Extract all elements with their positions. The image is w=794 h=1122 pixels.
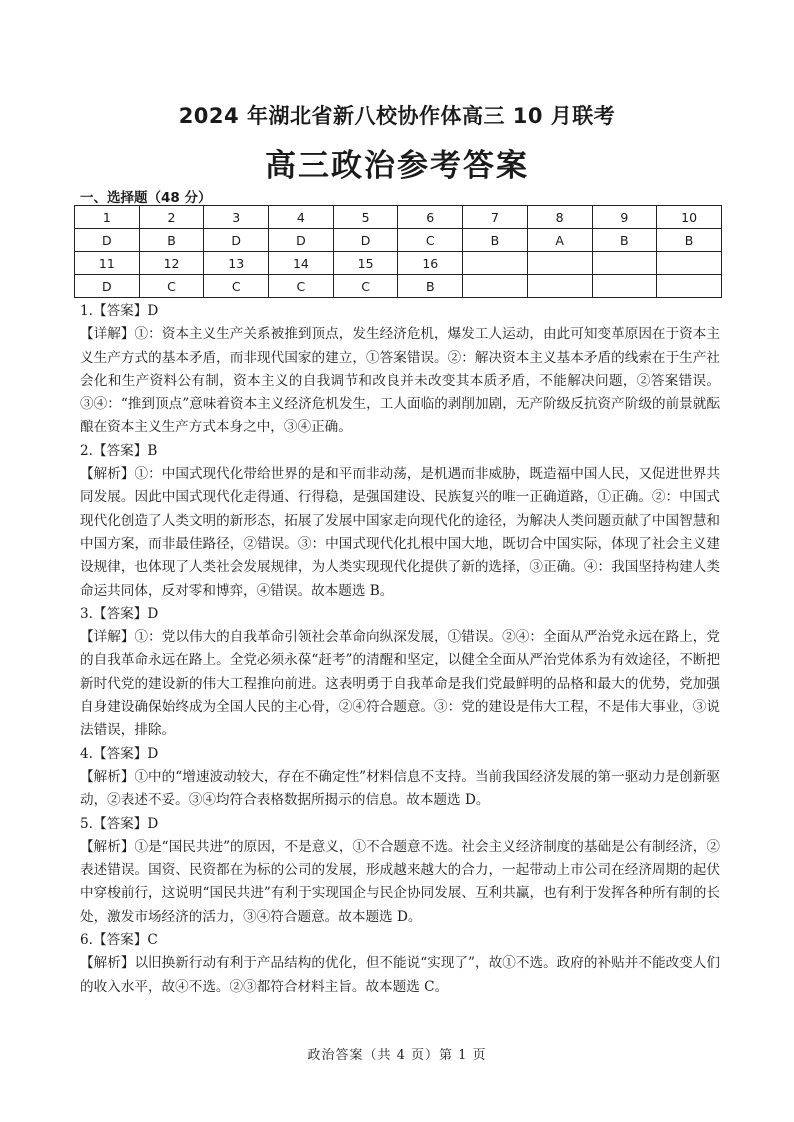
answer-table-cell	[463, 252, 528, 275]
answer-table-cell: 12	[139, 252, 204, 275]
explanation-paragraph: 【解析】①是“国民共进”的原因，不是意义，①不合题意不选。社会主义经济制度的基础是公有制经济，②表述错误。国资、民资都在为标的公司的发展，形成越来越大的合力，一起带动上市公司在经济周期的起伏中穿梭前行，这说明“国民共进”有利于实现国企与民企协同发展、互利共赢，也有利于发挥各种所有制的长处，激发市场经济的活力，③④符合题意。故本题选 D。	[80, 838, 720, 925]
answer-table-cell: C	[398, 229, 463, 252]
answer-table-row	[75, 229, 722, 252]
answer-table-cell: A	[527, 229, 592, 252]
explanation-paragraph: 【详解】①：资本主义生产关系被推到顶点，发生经济危机，爆发工人运动，由此可知变革原因在于资本主义生产方式的基本矛盾，而非现代国家的建立，①答案错误。②：解决资本主义基本矛盾的线索在于生产社会化和生产资料公有制，资本主义的自我调节和改良并未改变其本质矛盾，不能解决问题，②答案错误。③④：“推到顶点”意味着资本主义经济危机发生，工人面临的剥削加剧，无产阶级反抗资产阶级的前景就酝酿在资本主义生产方式本身之中，③④正确。	[80, 326, 720, 436]
answer-table-cell: C	[204, 275, 269, 298]
answer-table-cell: C	[139, 275, 204, 298]
answer-table-cell	[527, 252, 592, 275]
answer-table-cell: 6	[398, 206, 463, 229]
answer-table-cell: D	[333, 229, 398, 252]
answer-table-cell: 5	[333, 206, 398, 229]
answer-table-cell: 13	[204, 252, 269, 275]
answer-table-cell	[463, 275, 528, 298]
section-heading: 一、选择题（48 分）	[80, 190, 212, 206]
answer-table-cell: 7	[463, 206, 528, 229]
answer-table	[74, 205, 722, 298]
answer-table-cell: 3	[204, 206, 269, 229]
answer-table-cell: C	[333, 275, 398, 298]
answer-table-cell: 4	[269, 206, 334, 229]
answer-line: 5.【答案】D	[80, 815, 159, 832]
answer-table-cell: B	[398, 275, 463, 298]
answer-table-row	[75, 206, 722, 229]
answer-table-cell	[657, 275, 722, 298]
answer-line: 3.【答案】D	[80, 605, 159, 622]
answer-line: 4.【答案】D	[80, 745, 159, 762]
answer-table-cell	[592, 252, 657, 275]
explanation-paragraph: 【解析】以旧换新行动有利于产品结构的优化，但不能说“实现了”，故①不选。政府的补贴并不能改变人们的收入水平，故④不选。②③都符合材料主旨。故本题选 C。	[80, 955, 720, 995]
answer-table-cell: D	[75, 275, 140, 298]
answer-table-cell: 15	[333, 252, 398, 275]
answer-table-cell: 1	[75, 206, 140, 229]
answer-table-cell: C	[269, 275, 334, 298]
answer-table-row	[75, 252, 722, 275]
answer-table-cell: B	[463, 229, 528, 252]
answer-table-cell	[527, 275, 592, 298]
page-footer: 政治答案（共 4 页）第 1 页	[307, 1048, 487, 1063]
answer-table-cell: 14	[269, 252, 334, 275]
answer-table-cell: D	[204, 229, 269, 252]
answer-table-cell: 10	[657, 206, 722, 229]
exam-title: 2024 年湖北省新八校协作体高三 10 月联考	[178, 104, 616, 128]
answer-table-cell: D	[75, 229, 140, 252]
answer-line: 6.【答案】C	[80, 932, 158, 949]
answer-table-cell: 2	[139, 206, 204, 229]
answer-table-cell: 9	[592, 206, 657, 229]
explanation-paragraph: 【解析】①中的“增速波动较大，存在不确定性”材料信息不支持。当前我国经济发展的第一驱动力是创新驱动，②表述不妥。③④均符合表格数据所揭示的信息。故本题选 D。	[80, 768, 720, 809]
explanation-paragraph: 【解析】①：中国式现代化带给世界的是和平而非动荡，是机遇而非威胁，既造福中国人民，又促进世界共同发展。因此中国式现代化走得通、行得稳，是强国建设、民族复兴的唯一正确道路，①正确。②：中国式现代化创造了人类文明的新形态，拓展了发展中国家走向现代化的途径，为解决人类问题贡献了中国智慧和中国方案，而非最佳路径，②错误。③：中国式现代化扎根中国大地，既切合中国实际，体现了社会主义建设规律，也体现了人类社会发展规律，为人类实现现代化提供了新的选择，③正确。④：我国坚持构建人类命运共同体，反对零和博弈，④错误。故本题选 B。	[80, 466, 720, 599]
answer-table-cell: 8	[527, 206, 592, 229]
explanations	[80, 300, 720, 999]
answer-table-cell	[657, 252, 722, 275]
answer-table-cell: 16	[398, 252, 463, 275]
explanation-paragraph: 【详解】①：党以伟大的自我革命引领社会革命向纵深发展，①错误。②④：全面从严治党永远在路上，党的自我革命永远在路上。全党必须永葆“赶考”的清醒和坚定，以健全全面从严治党体系为有效途径，不断把新时代党的建设新的伟大工程推向前进。这表明勇于自我革命是我们党最鲜明的品格和最大的优势，党加强自身建设确保始终成为全国人民的主心骨，②④符合题意。③：党的建设是伟大工程，不是伟大事业，③说法错误，排除。	[80, 629, 720, 739]
answer-table-cell: B	[657, 229, 722, 252]
answer-table-row	[75, 275, 722, 298]
answer-table-cell: B	[592, 229, 657, 252]
answer-table-cell: D	[269, 229, 334, 252]
answer-line: 2.【答案】B	[80, 442, 158, 459]
answer-table-cell: 11	[75, 252, 140, 275]
answer-table-cell: B	[139, 229, 204, 252]
document-title: 高三政治参考答案	[265, 148, 529, 184]
answer-line: 1.【答案】D	[80, 303, 159, 319]
answer-table-cell	[592, 275, 657, 298]
